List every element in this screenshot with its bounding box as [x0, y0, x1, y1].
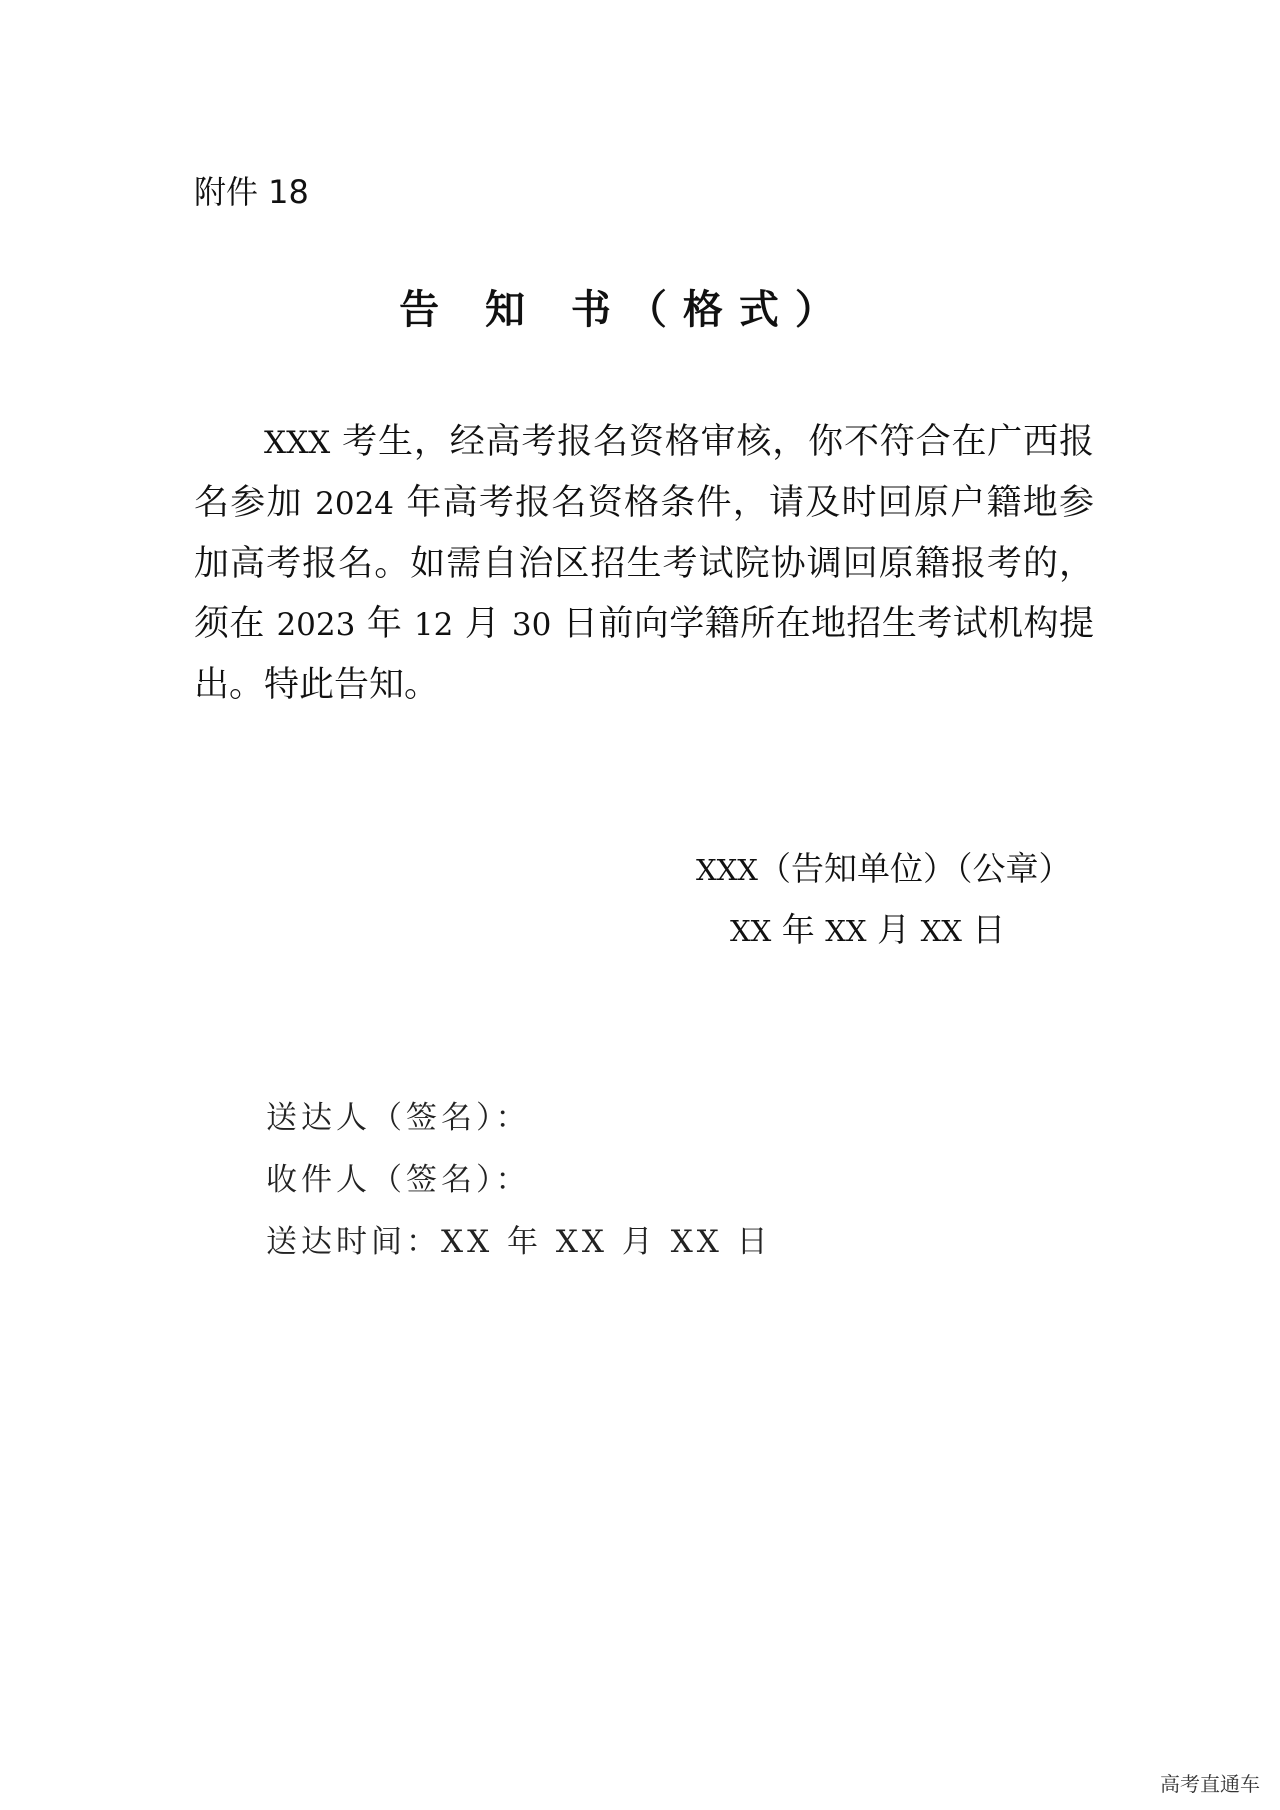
issue-date-day-suffix: 日 — [961, 910, 1006, 949]
body-text-4: 月 — [453, 604, 512, 644]
issue-date-year: XX — [730, 914, 772, 948]
body-text-5: 日前向学籍所在地招生考试机构提出。特此告知。 — [194, 604, 1094, 705]
unit-placeholder: XXX — [696, 853, 758, 887]
issue-date-month-suffix: 月 — [866, 910, 921, 949]
unit-text: （告知单位）（公章） — [757, 849, 1072, 888]
document-title: 告 知 书（格式） — [399, 286, 851, 333]
body-text-3: 年 — [355, 604, 414, 644]
body-text-2: 年高考报名资格条件，请及时回原户籍地参加高考报名。如需自治区招生考试院协调回原籍报考的，须在 — [194, 483, 1094, 644]
notice-body — [194, 412, 1094, 715]
deadline-day: 30 — [511, 607, 552, 643]
attachment-label: 附件 18 — [194, 173, 309, 211]
issue-date-year-suffix: 年 — [771, 910, 826, 949]
candidate-name-placeholder: XXX — [264, 425, 331, 461]
deliverer-signature-line: 送达人（签名）： — [266, 1100, 531, 1136]
recipient-signature-line: 收件人（签名）： — [266, 1162, 531, 1198]
exam-year: 2024 — [315, 486, 395, 522]
issue-date — [730, 908, 1005, 953]
issue-date-month: XX — [825, 914, 867, 948]
deadline-month: 12 — [413, 607, 454, 643]
issue-date-day: XX — [920, 914, 962, 948]
issuing-unit — [696, 847, 1071, 892]
body-text-1: 考生，经高考报名资格审核，你不符合在广西报名参加 — [194, 422, 1094, 523]
watermark: 高考直通车 — [1160, 1772, 1260, 1796]
deadline-year: 2023 — [276, 607, 356, 643]
delivery-time-line: 送达时间：XX 年 XX 月 XX 日 — [266, 1224, 772, 1260]
